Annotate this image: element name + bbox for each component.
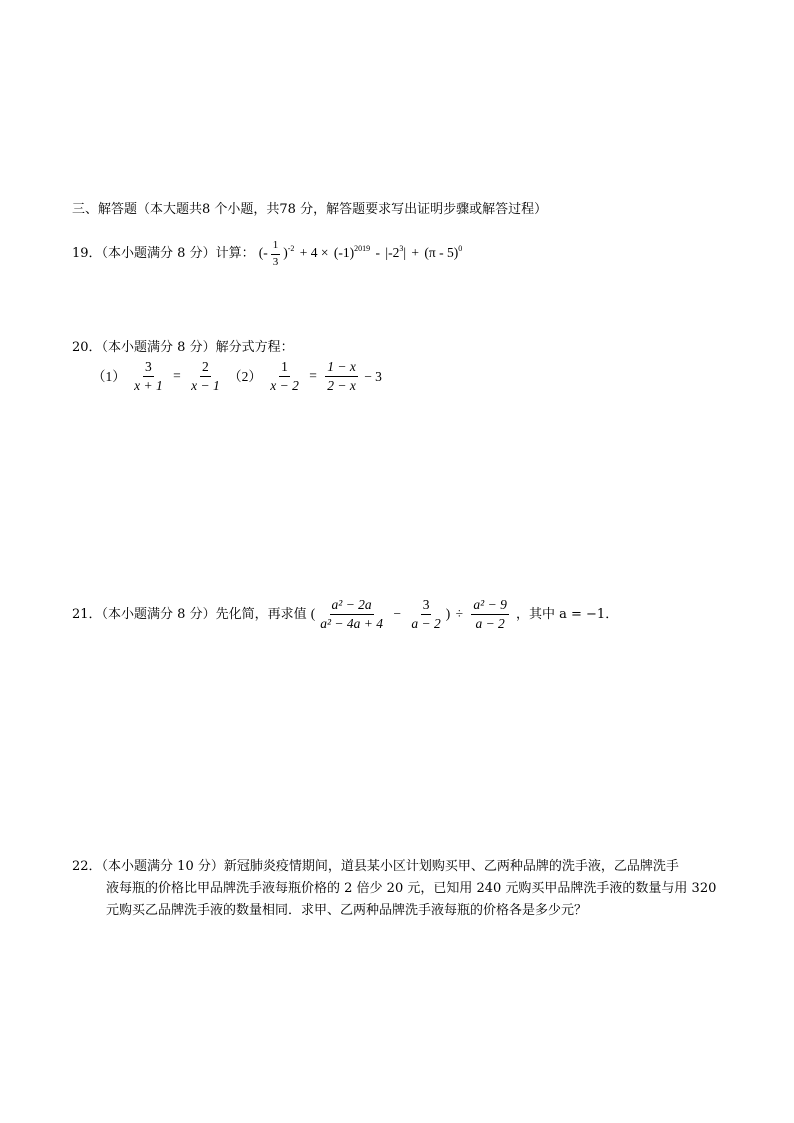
q22-line-3: 元购买乙品牌洗手液的数量相同．求甲、乙两种品牌洗手液每瓶的价格各是多少元？ <box>106 903 588 918</box>
q20-p1-right-num: 2 <box>200 360 211 377</box>
q21-fraction-3-num: a² − 9 <box>471 598 508 615</box>
q20-part2-label: （2） <box>228 368 262 384</box>
q20-p1-eq: = <box>173 367 181 383</box>
q21-close: ) <box>445 605 451 621</box>
question-21 <box>72 598 618 631</box>
question-19-expression <box>259 240 463 268</box>
q19-fraction <box>271 240 281 268</box>
q20-p2-left-num: 1 <box>279 360 290 377</box>
q19-exp1: -2 <box>287 244 295 254</box>
q20-part1-label: （1） <box>92 368 126 384</box>
q20-p1-right-den: x − 1 <box>191 378 220 394</box>
q21-fraction-3 <box>471 598 508 631</box>
q19-exp3: 0 <box>458 244 463 254</box>
q20-p2-eq: = <box>309 367 317 383</box>
q21-fraction-2 <box>409 598 442 631</box>
q19-plus-times: + 4 × <box>299 245 329 261</box>
q21-minus: − <box>393 605 401 621</box>
section-heading: 三、解答题（本大题共8 个小题，共78 分，解答题要求写出证明步骤或解答过程） <box>72 202 548 217</box>
q19-abs-base: -2 <box>388 245 400 261</box>
q20-p1-left-den: x + 1 <box>134 378 163 394</box>
q19-exp2: 2019 <box>354 244 371 254</box>
q21-fraction-2-den: a − 2 <box>411 616 441 632</box>
q19-paren3: (π - 5) <box>424 245 459 261</box>
q19-fraction-num: 1 <box>271 240 281 255</box>
q19-fraction-den: 3 <box>272 255 279 268</box>
q21-fraction-3-den: a − 2 <box>475 616 505 632</box>
q19-base2: (-1) <box>333 245 355 261</box>
q19-abs-close: | <box>403 245 407 261</box>
q21-fraction-1-den: a² − 4a + 4 <box>320 616 383 632</box>
q21-fraction-2-num: 3 <box>421 598 432 615</box>
q20-p1-right-fraction <box>189 360 222 393</box>
question-20-equations <box>92 360 382 393</box>
q21-open: ( <box>310 605 316 621</box>
q21-fraction-1-num: a² − 2a <box>330 598 374 615</box>
q20-p2-tail: − 3 <box>364 368 382 384</box>
q19-plus: + <box>411 245 420 261</box>
q20-p2-right-num: 1 − x <box>325 360 358 377</box>
question-19-label: 19．（本小题满分 8 分）计算： <box>72 246 255 262</box>
q22-line-2: 液每瓶的价格比甲品牌洗手液每瓶价格的 2 倍少 20 元，已知用 240 元购买甲品牌洗手液的数量与用 320 <box>106 881 717 896</box>
q20-p1-left-fraction <box>132 360 165 393</box>
q20-p2-left-fraction <box>268 360 301 393</box>
question-21-expression <box>311 598 512 631</box>
q19-abs-open: | <box>385 245 389 261</box>
q20-p2-right-den: 2 − x <box>327 378 356 394</box>
question-20-label: 20．（本小题满分 8 分）解分式方程： <box>72 340 294 355</box>
q19-minus: - <box>375 245 380 261</box>
q22-line-1: 22．（本小题满分 10 分）新冠肺炎疫情期间，道县某小区计划购买甲、乙两种品牌的洗手液，乙品牌洗手 <box>72 859 679 874</box>
question-21-label: 21．（本小题满分 8 分）先化简，再求值 <box>72 606 307 622</box>
question-22 <box>72 856 732 922</box>
question-19 <box>72 240 462 268</box>
q20-p2-right-fraction <box>325 360 358 393</box>
q19-close: ) <box>283 245 288 261</box>
q20-p1-left-num: 3 <box>143 360 154 377</box>
q21-tail: ，其中 a = −1． <box>515 606 619 622</box>
q20-p2-left-den: x − 2 <box>270 378 299 394</box>
q19-abs-exp: 3 <box>399 244 404 254</box>
q21-fraction-1 <box>318 598 385 631</box>
q19-open: (- <box>258 245 268 261</box>
q21-divide: ÷ <box>455 605 464 621</box>
